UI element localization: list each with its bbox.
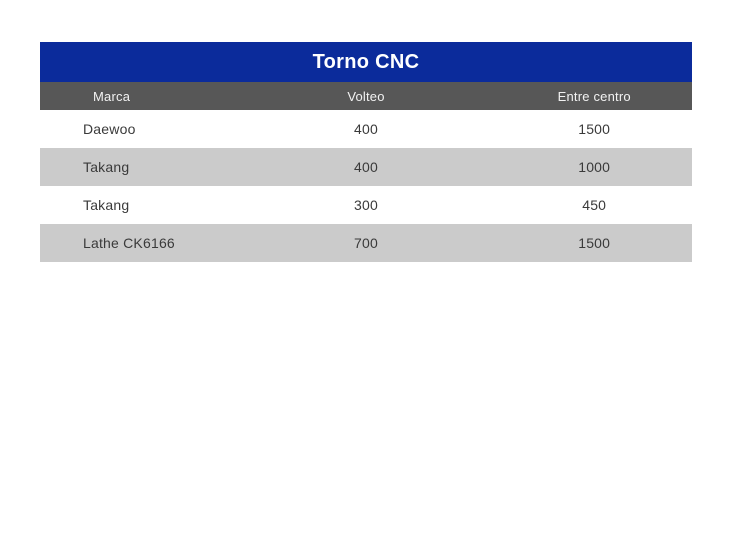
cell-entre-centro: 1000 <box>578 159 611 175</box>
table-row <box>40 186 692 224</box>
table-row <box>40 224 692 262</box>
cell-marca: Lathe CK6166 <box>83 235 175 251</box>
table-row <box>40 110 692 148</box>
cell-marca: Takang <box>83 197 130 213</box>
column-header-entre-centro: Entre centro <box>557 88 631 104</box>
cell-entre-centro: 1500 <box>578 121 611 137</box>
cell-marca: Daewoo <box>83 121 136 137</box>
table-title-bar <box>40 42 692 82</box>
cell-volteo: 400 <box>354 159 378 175</box>
table-row <box>40 148 692 186</box>
cell-entre-centro: 1500 <box>578 235 611 251</box>
torno-cnc-table <box>40 42 692 262</box>
column-header-volteo: Volteo <box>347 88 385 104</box>
cell-volteo: 400 <box>354 121 378 137</box>
cell-volteo: 300 <box>354 197 378 213</box>
cell-entre-centro: 450 <box>582 197 607 213</box>
column-header-marca: Marca <box>93 88 131 104</box>
table-title: Torno CNC <box>312 50 420 73</box>
cell-volteo: 700 <box>354 235 378 251</box>
cell-marca: Takang <box>83 159 130 175</box>
table-header-row <box>40 82 692 110</box>
